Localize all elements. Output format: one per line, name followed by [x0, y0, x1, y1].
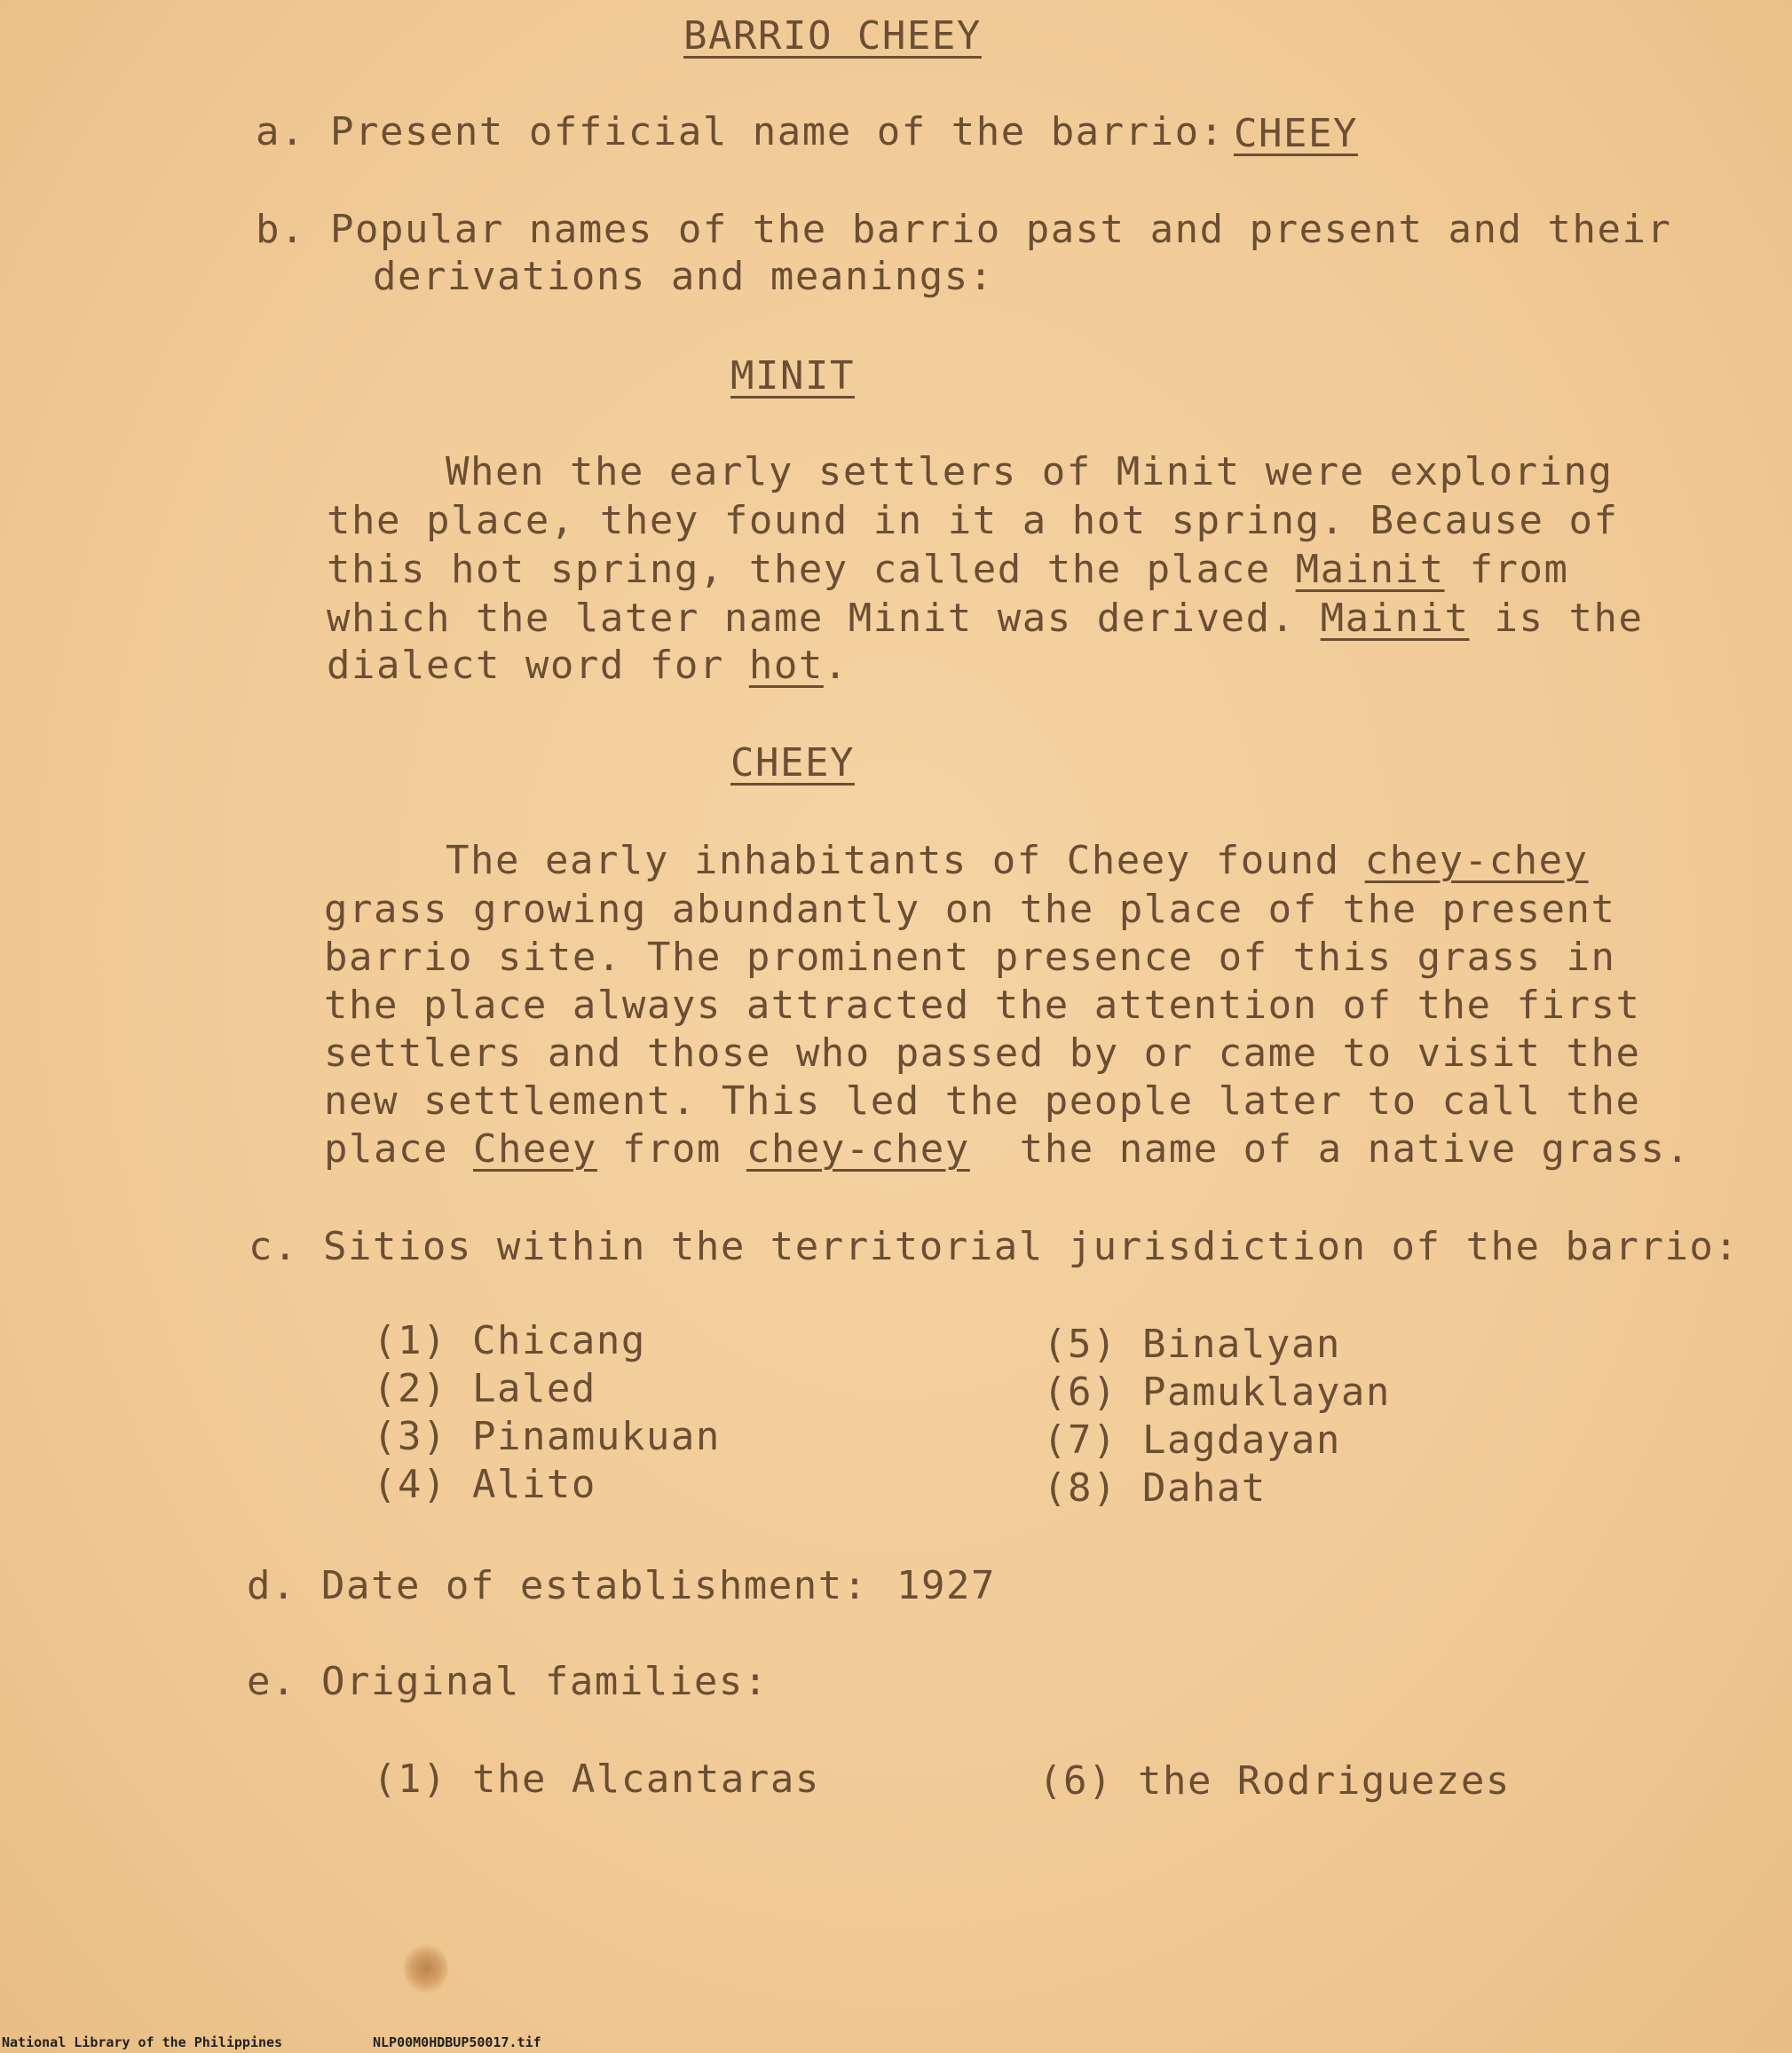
sitio-item: (4) Alito — [373, 1462, 596, 1507]
page-title: BARRIO CHEEY — [683, 13, 982, 59]
cheey-line6: new settlement. This led the people later to call the — [324, 1078, 1641, 1124]
cheey-line2: grass growing abundantly on the place of the present — [324, 887, 1616, 932]
library-credit: National Library of the Philippines — [2, 2034, 283, 2050]
family-item: (6) the Rodriguezes — [1038, 1758, 1511, 1804]
sitio-item: (3) Pinamukuan — [373, 1414, 721, 1459]
item-c-label: c. Sitios within the territorial jurisdiction of the barrio: — [249, 1224, 1740, 1269]
minit-line5: dialect word for hot. — [327, 643, 849, 688]
cheey-line4: the place always attracted the attention of the first — [324, 983, 1641, 1028]
minit-line3: this hot spring, they called the place Mainit from — [327, 547, 1569, 592]
minit-heading: MINIT — [730, 353, 855, 399]
item-a-label: a. Present official name of the barrio: — [256, 109, 1225, 154]
item-d-label: d. Date of establishment: — [247, 1563, 868, 1608]
sitio-item: (2) Laled — [373, 1366, 596, 1411]
item-b-line1: b. Popular names of the barrio past and present and their — [256, 207, 1672, 252]
cheey-word: Cheey — [472, 1126, 597, 1172]
item-a-value: CHEEY — [1234, 111, 1358, 156]
cheey-line3: barrio site. The prominent presence of this grass in — [324, 935, 1616, 980]
mainit-word: Mainit — [1295, 547, 1445, 592]
cheey-heading: CHEEY — [730, 740, 855, 786]
cheey-line1: The early inhabitants of Cheey found chey-chey — [446, 838, 1589, 883]
cheey-line7: place Cheey from chey-chey the name of a native grass. — [324, 1126, 1691, 1172]
file-name: NLP00M0HDBUP50017.tif — [373, 2034, 541, 2050]
family-item: (1) the Alcantaras — [373, 1757, 820, 1802]
minit-line4: which the later name Minit was derived. Mainit is the — [327, 596, 1644, 641]
sitio-item: (5) Binalyan — [1043, 1322, 1341, 1367]
hot-word: hot — [748, 643, 824, 688]
item-d-value: 1927 — [896, 1563, 996, 1608]
paper-stain — [404, 1944, 448, 1994]
cheey-line5: settlers and those who passed by or came to visit the — [324, 1030, 1641, 1076]
sitio-item: (1) Chicang — [373, 1318, 646, 1363]
sitio-item: (6) Pamuklayan — [1043, 1370, 1391, 1415]
item-e-label: e. Original families: — [247, 1659, 769, 1704]
minit-line1: When the early settlers of Minit were exploring — [446, 449, 1614, 494]
chey-chey-word: chey-chey — [746, 1126, 970, 1172]
mainit-word: Mainit — [1320, 596, 1470, 641]
chey-chey-word: chey-chey — [1364, 838, 1589, 883]
item-b-line2: derivations and meanings: — [373, 254, 994, 299]
minit-line2: the place, they found in it a hot spring. Because of — [327, 498, 1619, 543]
scan-footer — [0, 2033, 1792, 2053]
sitio-item: (7) Lagdayan — [1043, 1417, 1341, 1463]
sitio-item: (8) Dahat — [1043, 1465, 1267, 1511]
